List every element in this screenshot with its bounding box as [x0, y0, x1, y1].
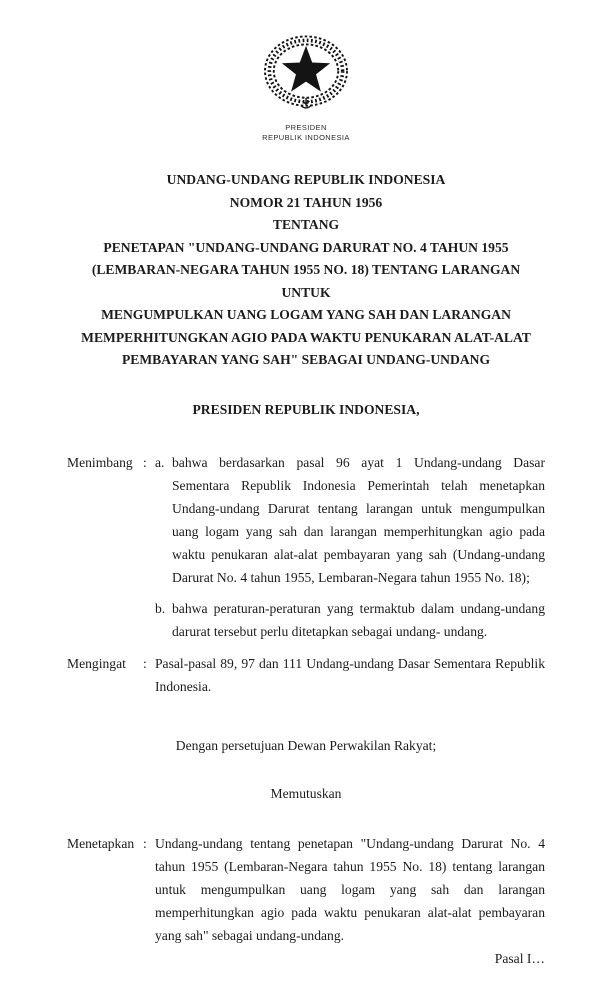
title-line-7: MEMPERHITUNGKAN AGIO PADA WAKTU PENUKARAN ALAT-ALAT	[81, 329, 531, 345]
document-body	[67, 451, 545, 970]
page-continuation-marker: Pasal I…	[494, 950, 545, 966]
decision-heading: Memutuskan	[270, 785, 342, 801]
mengingat-text: Pasal-pasal 89, 97 dan 111 Undang-undang Dasar Sementara Republik Indonesia.	[155, 655, 545, 694]
letterhead-republik-indonesia: REPUBLIK INDONESIA	[262, 132, 350, 142]
letterhead	[67, 33, 545, 142]
salutation-line: PRESIDEN REPUBLIK INDONESIA,	[192, 401, 420, 417]
title-line-2: NOMOR 21 TAHUN 1956	[229, 194, 383, 210]
letterhead-presiden: PRESIDEN	[285, 123, 327, 132]
clause-colon: :	[143, 655, 147, 671]
title-line-5: (LEMBARAN-NEGARA TAHUN 1955 NO. 18) TENTANG LARANGAN UNTUK	[91, 262, 521, 300]
menetapkan-text: Undang-undang tentang penetapan "Undang-undang Darurat No. 4 tahun 1955 (Lembaran-Negara tahun 1955 No. 18) tentang larangan untuk mengumpulkan uang logam yang sah dan larangan memperhitungkan agio pada waktu penukaran alat-alat pembayaran yang sah" sebagai undang-undang.	[155, 835, 545, 943]
clause-colon: :	[143, 835, 147, 851]
clause-label-mengingat: Mengingat	[67, 655, 126, 671]
clause-menetapkan	[67, 832, 545, 947]
title-line-3: TENTANG	[272, 217, 340, 232]
consideration-item-b	[155, 597, 545, 643]
clause-menimbang	[67, 451, 545, 643]
item-text-a: bahwa berdasarkan pasal 96 ayat 1 Undang-undang Dasar Sementara Republik Indonesia Pemerintah telah menetapkan Undang-undang Darurat tentang larangan untuk mengumpulkan uang logam yang sah dan larangan memperhitungkan agio pada waktu penukaran alat-alat pembayaran yang sah (Undang-undang Darurat No. 4 tahun 1955, Lembaran-Negara tahun 1955 No. 18);	[172, 454, 545, 585]
clause-colon: :	[143, 454, 147, 470]
title-line-6: MENGUMPULKAN UANG LOGAM YANG SAH DAN LARANGAN	[101, 307, 511, 322]
star-wreath-seal-icon	[259, 33, 353, 115]
consideration-item-a	[155, 451, 545, 589]
clause-label-menetapkan: Menetapkan	[67, 835, 135, 851]
law-title	[67, 169, 545, 372]
item-marker-a: a.	[155, 454, 165, 470]
title-line-4: PENETAPAN "UNDANG-UNDANG DARURAT NO. 4 TAHUN 1955	[103, 239, 509, 255]
title-line-8: PEMBAYARAN YANG SAH" SEBAGAI UNDANG-UNDANG	[121, 352, 491, 367]
title-line-1: UNDANG-UNDANG REPUBLIK INDONESIA	[166, 172, 446, 187]
clause-label-menimbang: Menimbang	[67, 454, 133, 470]
item-marker-b: b.	[155, 600, 166, 616]
item-text-b: bahwa peraturan-peraturan yang termaktub dalam undang-undang darurat tersebut perlu ditetapkan sebagai undang- undang.	[172, 600, 545, 639]
clause-mengingat	[67, 652, 545, 698]
agreement-line: Dengan persetujuan Dewan Perwakilan Rakyat;	[175, 737, 437, 753]
